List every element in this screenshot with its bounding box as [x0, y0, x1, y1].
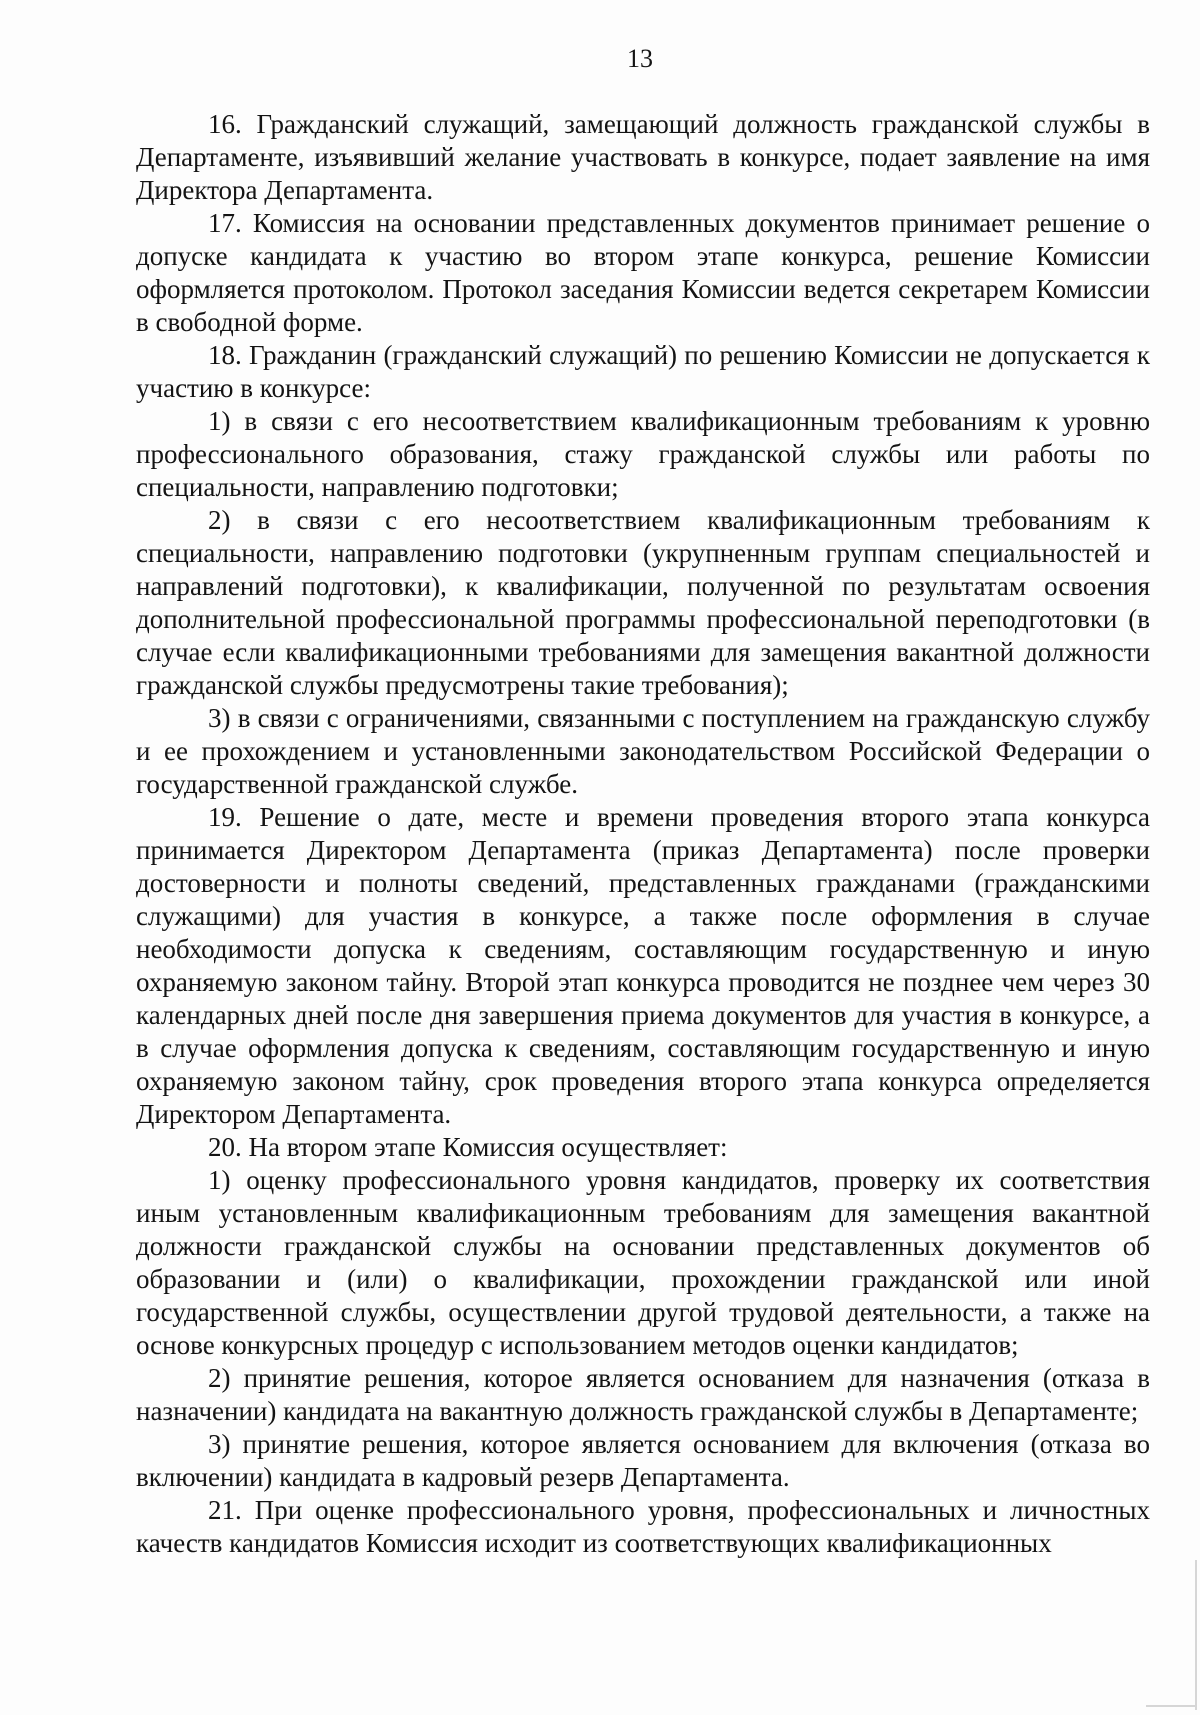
- paragraph-21: 21. При оценке профессионального уровня, профессиональных и личностных качеств кандидатов Комиссия исходит из соответствующих квалификационных: [136, 1495, 1150, 1558]
- document-body: [136, 108, 1150, 1560]
- paragraph-20-item-2: 2) принятие решения, которое является основанием для назначения (отказа в назначении) кандидата на вакантную должность гражданской службы в Департаменте;: [136, 1363, 1150, 1426]
- scan-edge-mark: [1195, 1560, 1197, 1710]
- paragraph-17: 17. Комиссия на основании представленных документов принимает решение о допуске кандидата к участию во втором этапе конкурса, решение Комиссии оформляется протоколом. Протокол заседания Комиссии ведется секретарем Комиссии в свободной форме.: [136, 208, 1150, 337]
- paragraph-18-item-2: 2) в связи с его несоответствием квалификационным требованиям к специальности, направлению подготовки (укрупненным группам специальностей и направлений подготовки), к квалификации, полученной по результатам освоения дополнительной профессиональной программы профессиональной переподготовки (в случае если квалификационными требованиями для замещения вакантной должности гражданской службы предусмотрены такие требования);: [136, 505, 1150, 700]
- paragraph-19: 19. Решение о дате, месте и времени проведения второго этапа конкурса принимается Директором Департамента (приказ Департамента) после проверки достоверности и полноты сведений, представленных гражданами (гражданскими служащими) для участия в конкурсе, а также после оформления в случае необходимости допуска к сведениям, составляющим государственную и иную охраняемую законом тайну. Второй этап конкурса проводится не позднее чем через 30 календарных дней после дня завершения приема документов для участия в конкурсе, а в случае оформления допуска к сведениям, составляющим государственную и иную охраняемую законом тайну, срок проведения второго этапа конкурса определяется Директором Департамента.: [136, 802, 1150, 1129]
- page-number: 13: [627, 44, 653, 73]
- paragraph-16: 16. Гражданский служащий, замещающий должность гражданской службы в Департаменте, изъявивший желание участвовать в конкурсе, подает заявление на имя Директора Департамента.: [136, 109, 1150, 205]
- paragraph-18: 18. Гражданин (гражданский служащий) по решению Комиссии не допускается к участию в конкурсе:: [136, 340, 1150, 403]
- paragraph-18-item-3: 3) в связи с ограничениями, связанными с поступлением на гражданскую службу и ее прохождением и установленными законодательством Российской Федерации о государственной гражданской службе.: [136, 703, 1150, 799]
- paragraph-18-item-1: 1) в связи с его несоответствием квалификационным требованиям к уровню профессионального образования, стажу гражданской службы или работы по специальности, направлению подготовки;: [136, 406, 1150, 502]
- paragraph-20: 20. На втором этапе Комиссия осуществляет:: [208, 1132, 728, 1162]
- paragraph-20-item-3: 3) принятие решения, которое является основанием для включения (отказа во включении) кандидата в кадровый резерв Департамента.: [136, 1429, 1150, 1492]
- paragraph-20-item-1: 1) оценку профессионального уровня кандидатов, проверку их соответствия иным установленным квалификационным требованиям для замещения вакантной должности гражданской службы на основании представленных документов об образовании и (или) о квалификации, прохождении гражданской или иной государственной службы, осуществлении другой трудовой деятельности, а также на основе конкурсных процедур с использованием методов оценки кандидатов;: [136, 1165, 1150, 1360]
- scan-edge-mark: [1146, 1705, 1196, 1707]
